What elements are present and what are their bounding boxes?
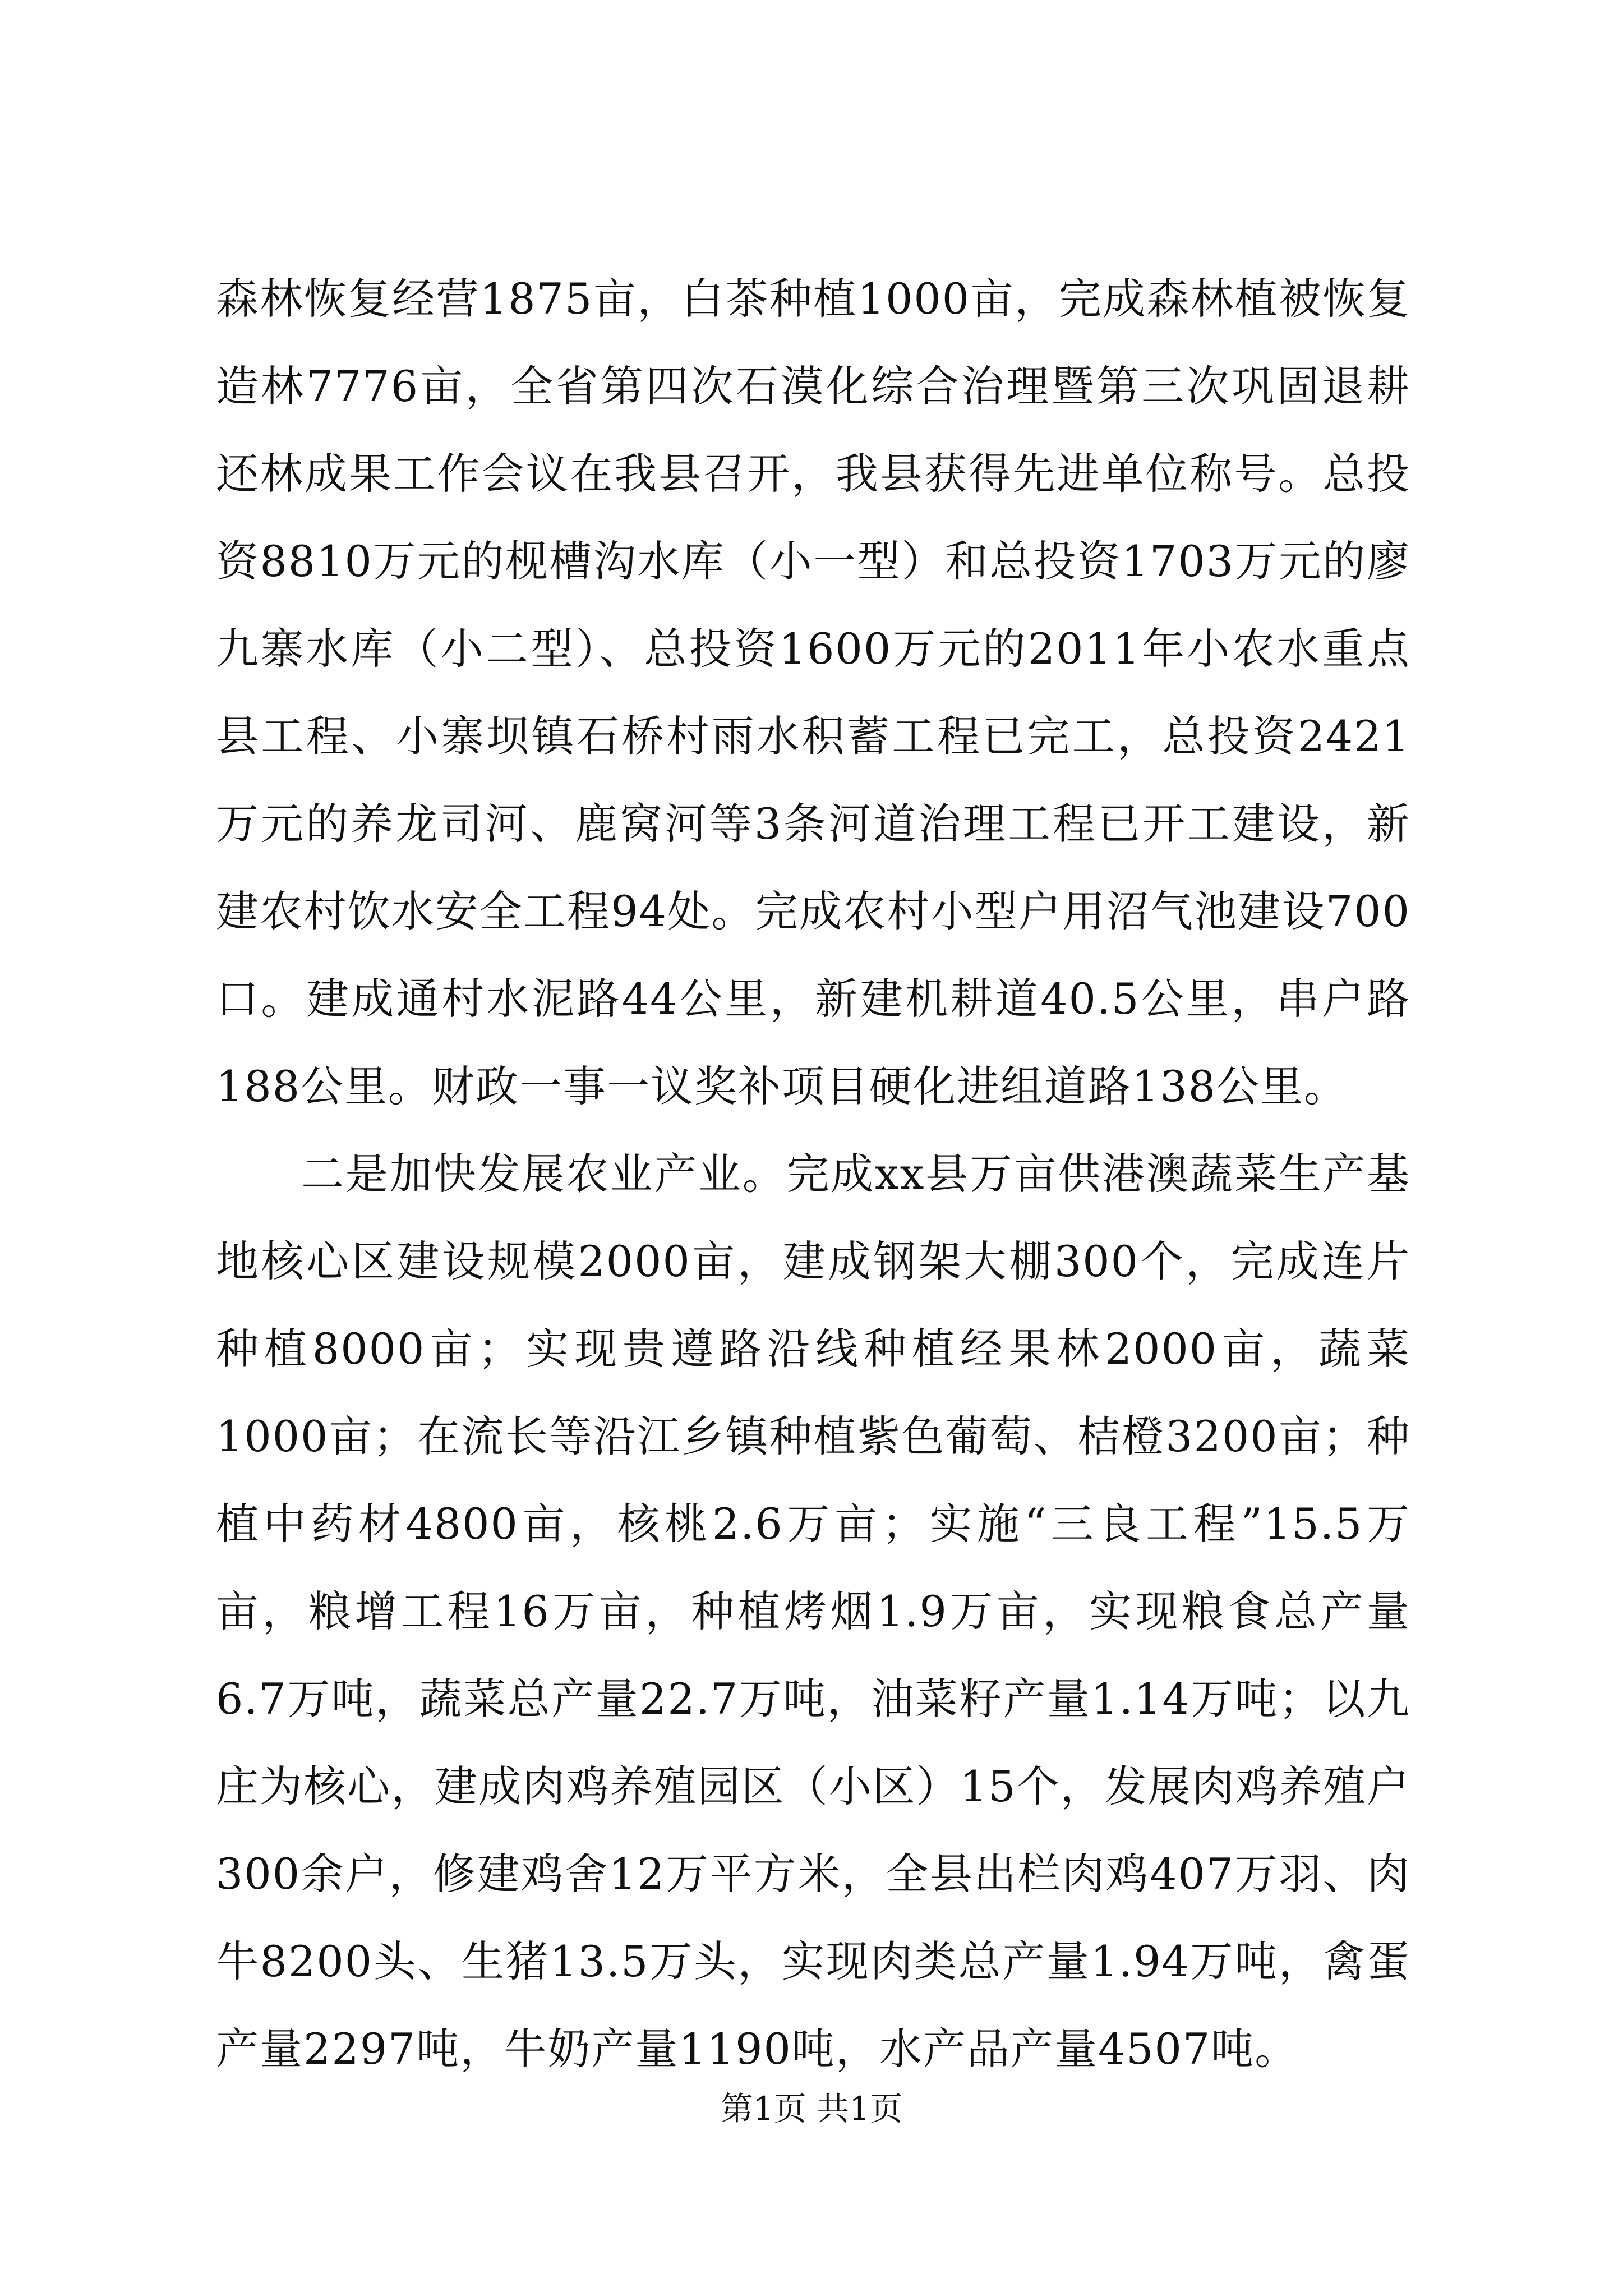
document-body (216, 255, 1410, 2093)
paragraph-1: 森林恢复经营1875亩，白茶种植1000亩，完成森林植被恢复造林7776亩，全省第四次石漠化综合治理暨第三次巩固退耕还林成果工作会议在我县召开，我县获得先进单位称号。总投资8810万元的枧槽沟水库（小一型）和总投资1703万元的廖九寨水库（小二型）、总投资1600万元的2011年小农水重点县工程、小寨坝镇石桥村雨水积蓄工程已完工，总投资2421万元的养龙司河、鹿窝河等3条河道治理工程已开工建设，新建农村饮水安全工程94处。完成农村小型户用沼气池建设700口。建成通村水泥路44公里，新建机耕道40.5公里，串户路188公里。财政一事一议奖补项目硬化进组道路138公里。 (216, 274, 1410, 1111)
page-footer: 第1页 共1页 (720, 2090, 903, 2128)
paragraph-2: 二是加快发展农业产业。完成xx县万亩供港澳蔬菜生产基地核心区建设规模2000亩，建成钢架大棚300个，完成连片种植8000亩；实现贵遵路沿线种植经果林2000亩，蔬菜1000亩；在流长等沿江乡镇种植紫色葡萄、桔橙3200亩；种植中药材4800亩，核桃2.6万亩；实施“三良工程”15.5万亩，粮增工程16万亩，种植烤烟1.9万亩，实现粮食总产量6.7万吨，蔬菜总产量22.7万吨，油菜籽产量1.14万吨；以九庄为核心，建成肉鸡养殖园区（小区）15个，发展肉鸡养殖户300余户，修建鸡舍12万平方米，全县出栏肉鸡407万羽、肉牛8200头、生猪13.5万头，实现肉类总产量1.94万吨，禽蛋产量2297吨，牛奶产量1190吨，水产品产量4507吨。 (216, 1149, 1410, 2074)
